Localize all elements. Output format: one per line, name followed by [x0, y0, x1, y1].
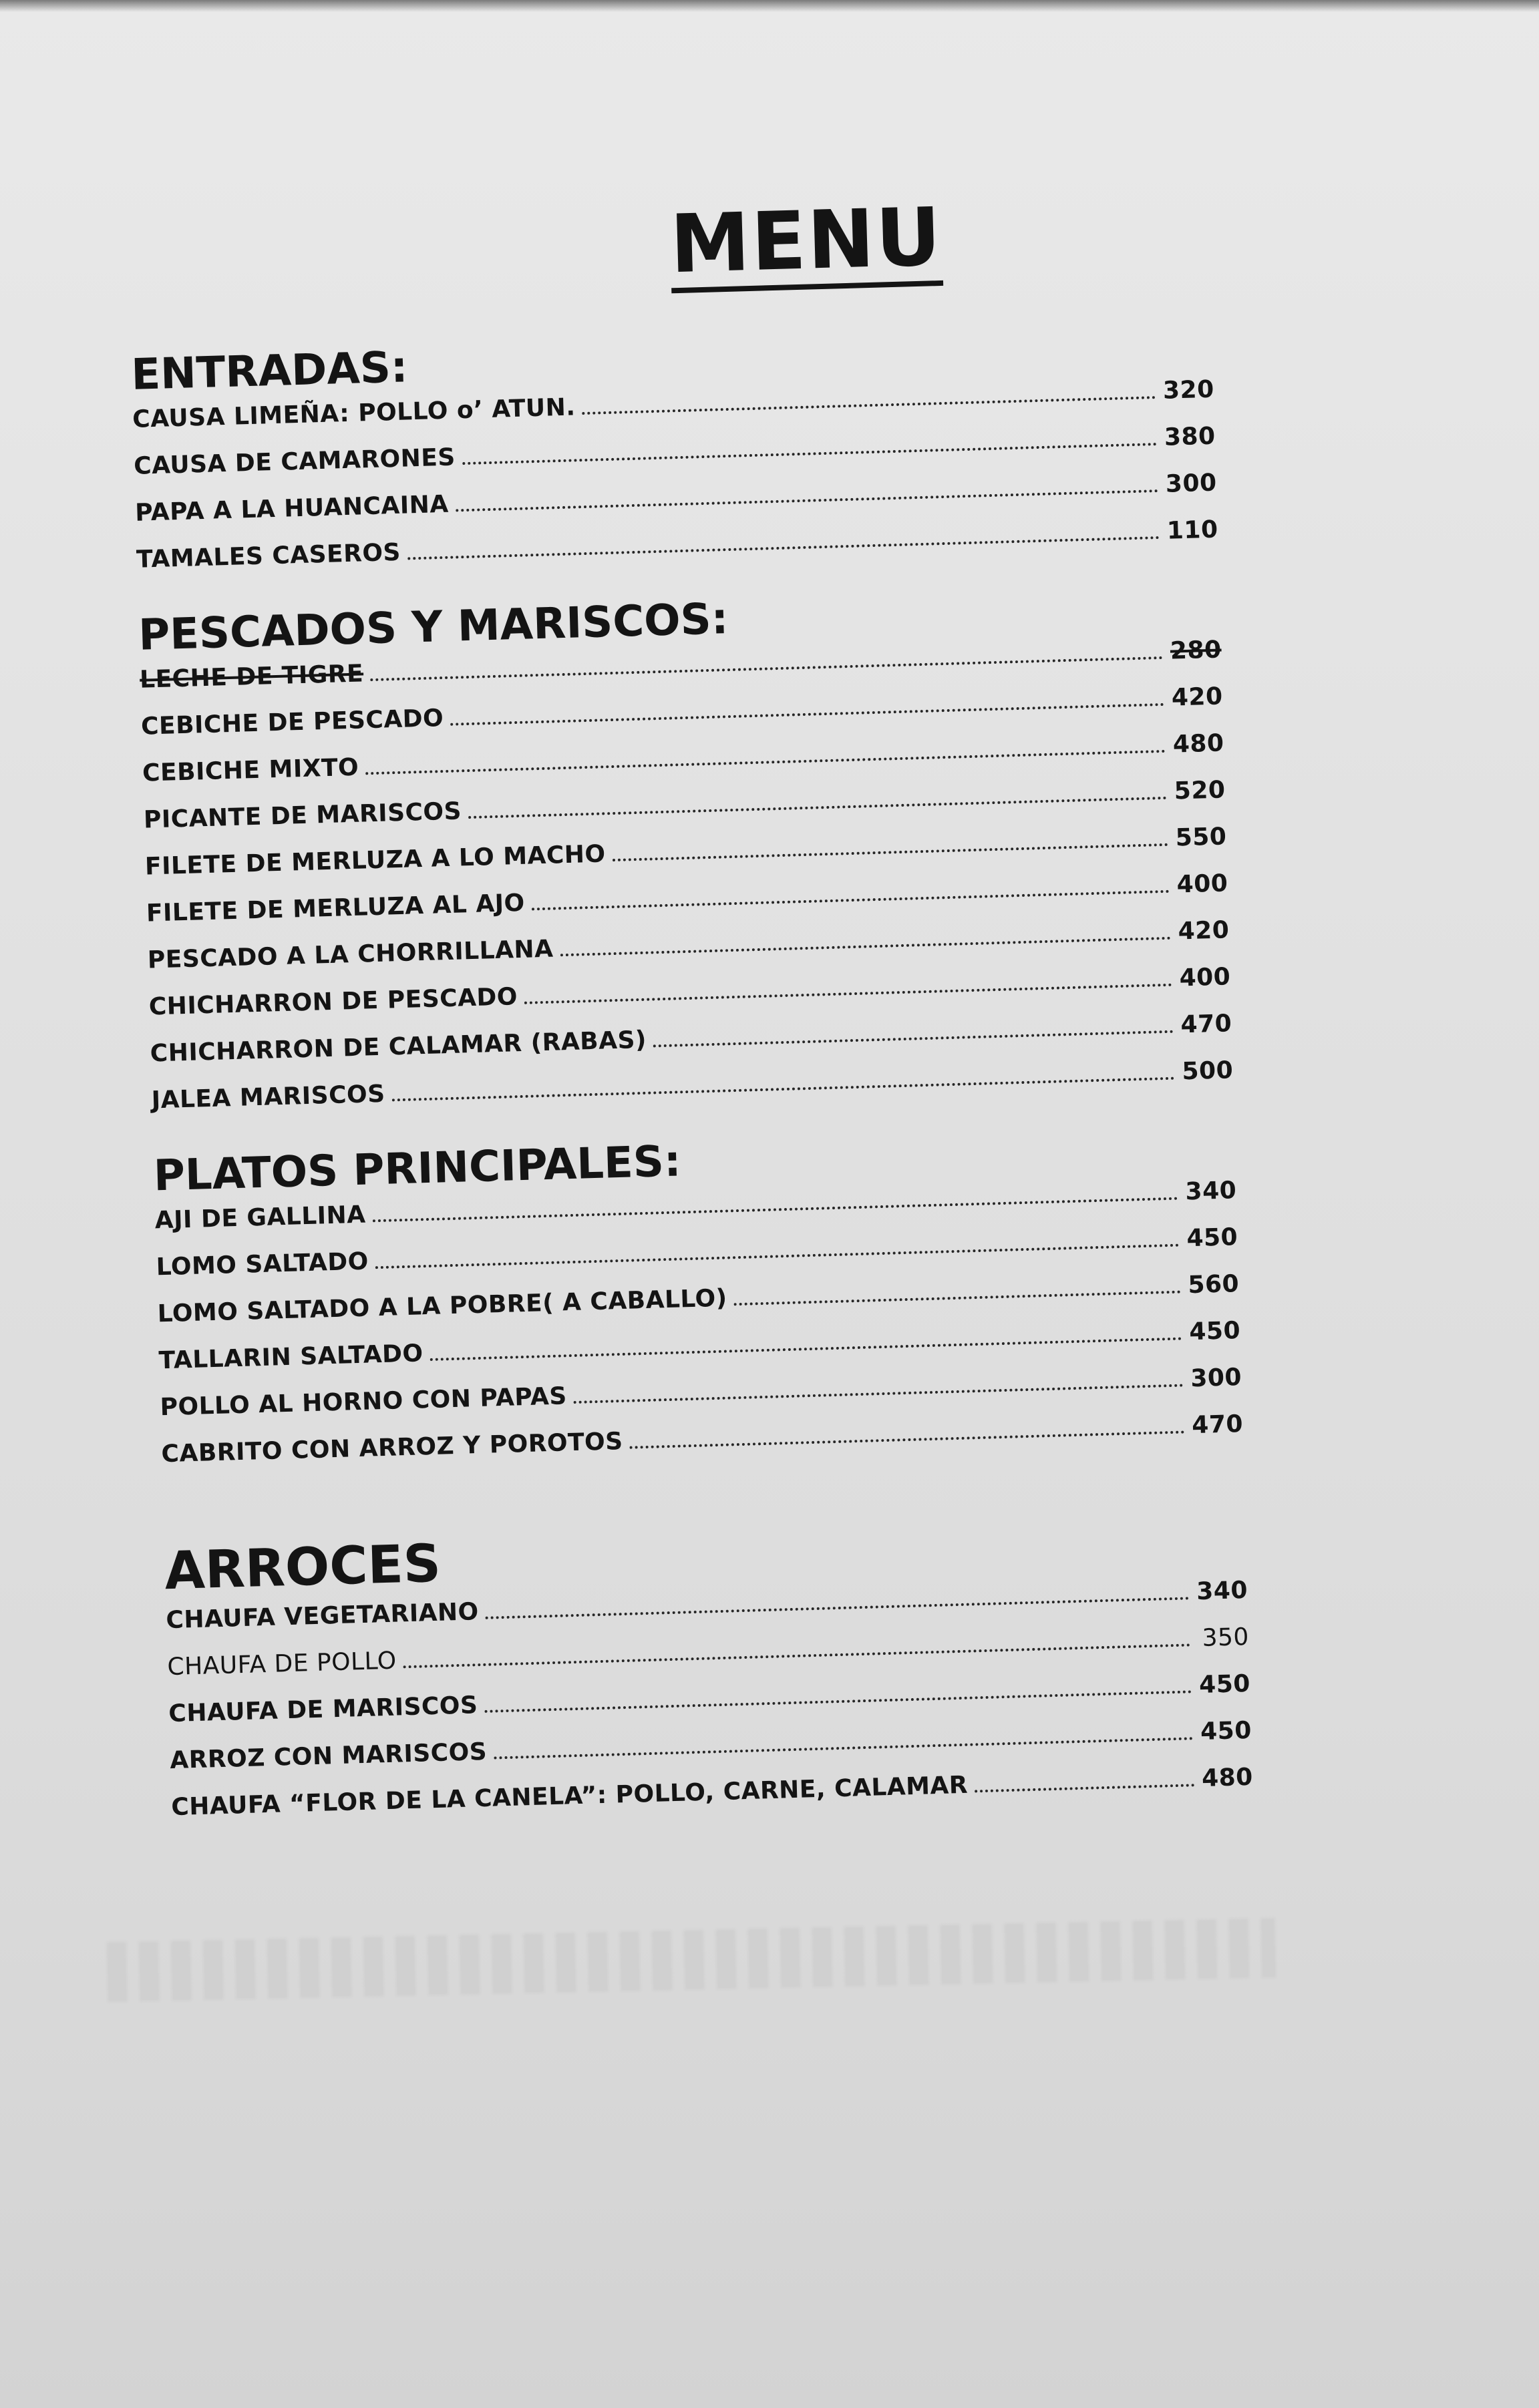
dot-leader [653, 1030, 1173, 1048]
dot-leader [524, 984, 1172, 1004]
item-name: CHICHARRON DE PESCADO [148, 983, 518, 1021]
dot-leader [373, 1197, 1178, 1223]
item-price: 450 [1200, 1716, 1252, 1746]
dot-leader [734, 1291, 1181, 1306]
item-name: LOMO SALTADO A LA POBRE( A CABALLO) [157, 1284, 728, 1328]
dot-leader [560, 937, 1171, 957]
dot-leader [462, 443, 1157, 465]
item-name: TALLARIN SALTADO [158, 1340, 424, 1375]
item-name: LOMO SALTADO [156, 1247, 369, 1281]
item-price: 400 [1179, 963, 1231, 992]
dot-leader [407, 536, 1160, 560]
item-name: AJI DE GALLINA [154, 1201, 367, 1235]
dot-leader [456, 489, 1158, 512]
item-name: FILETE DE MERLUZA A LO MACHO [144, 840, 607, 881]
item-price: 480 [1201, 1763, 1254, 1792]
item-name: POLLO AL HORNO CON PAPAS [160, 1382, 568, 1422]
paper-edge-shadow [0, 0, 1539, 12]
item-name: CAUSA DE CAMARONES [133, 443, 456, 480]
item-price: 470 [1191, 1410, 1244, 1440]
item-name: CHAUFA DE MARISCOS [168, 1691, 478, 1728]
item-name: CHAUFA VEGETARIANO [165, 1598, 480, 1635]
menu-title: MENU [669, 198, 944, 293]
dot-leader [613, 843, 1168, 861]
item-price: 500 [1181, 1056, 1234, 1086]
section-arroces [164, 1515, 1254, 1840]
dot-leader [574, 1384, 1183, 1404]
dot-leader [392, 1077, 1175, 1102]
dot-leader [365, 750, 1165, 775]
dot-leader [630, 1431, 1185, 1449]
item-price: 450 [1188, 1317, 1241, 1346]
dot-leader [375, 1244, 1180, 1269]
item-price: 340 [1185, 1177, 1237, 1206]
dot-leader [468, 797, 1167, 819]
section-entradas [131, 324, 1219, 593]
item-name: TAMALES CASEROS [136, 538, 401, 574]
item-name: CHAUFA DE POLLO [166, 1647, 397, 1681]
item-price: 450 [1198, 1669, 1251, 1699]
item-name: CAUSA LIMEÑA: POLLO o’ ATUN. [132, 393, 576, 433]
dot-leader [494, 1737, 1193, 1759]
dot-leader [430, 1338, 1182, 1361]
item-price: 520 [1174, 776, 1226, 805]
item-price: 300 [1190, 1364, 1242, 1393]
item-price: 110 [1166, 516, 1219, 545]
item-price: 550 [1175, 823, 1227, 852]
item-name: FILETE DE MERLUZA AL AJO [146, 889, 526, 928]
dot-leader [370, 656, 1163, 681]
dot-leader [485, 1690, 1192, 1713]
item-name: CHAUFA “FLOR DE LA CANELA”: POLLO, CARNE, CALAMAR [170, 1771, 969, 1822]
dot-leader [582, 396, 1156, 415]
item-name: LECHE DE TIGRE [139, 660, 364, 694]
item-price: 450 [1186, 1223, 1238, 1253]
item-name: CHICHARRON DE CALAMAR (RABAS) [150, 1026, 647, 1068]
item-name: JALEA MARISCOS [151, 1080, 386, 1115]
item-price: 380 [1164, 422, 1216, 451]
item-name: PICANTE DE MARISCOS [143, 797, 462, 834]
dot-leader [450, 703, 1164, 726]
item-price: 420 [1171, 682, 1224, 712]
dot-leader [403, 1643, 1190, 1668]
item-name: ARROZ CON MARISCOS [169, 1738, 488, 1775]
item-price: 420 [1178, 916, 1230, 946]
item-name: CABRITO CON ARROZ Y POROTOS [161, 1427, 624, 1468]
item-name: PAPA A LA HUANCAINA [134, 490, 450, 527]
item-name: PESCADO A LA CHORRILLANA [147, 935, 554, 974]
section-title: PLATOS PRINCIPALES: [152, 1137, 682, 1201]
item-name: CEBICHE DE PESCADO [140, 705, 444, 741]
dot-leader [532, 890, 1170, 911]
item-price: 280 [1170, 636, 1222, 665]
section-platos-principales [153, 1125, 1244, 1487]
item-price: 350 [1202, 1623, 1250, 1652]
menu-sheet [127, 188, 1275, 1822]
item-price: 340 [1196, 1576, 1248, 1606]
bleed-through-texture [106, 1918, 1276, 2003]
item-price: 470 [1180, 1010, 1232, 1039]
dot-leader [975, 1784, 1194, 1792]
dot-leader [486, 1597, 1189, 1619]
section-title: PESCADOS Y MARISCOS: [138, 594, 729, 660]
section-title: ENTRADAS: [130, 343, 409, 400]
item-price: 300 [1165, 469, 1218, 498]
item-price: 560 [1187, 1270, 1240, 1299]
item-price: 480 [1172, 729, 1225, 759]
item-price: 400 [1176, 869, 1228, 899]
item-price: 320 [1162, 375, 1215, 405]
item-name: CEBICHE MIXTO [142, 753, 359, 787]
section-title: ARROCES [164, 1533, 442, 1602]
section-pescados-y-mariscos [138, 584, 1234, 1134]
